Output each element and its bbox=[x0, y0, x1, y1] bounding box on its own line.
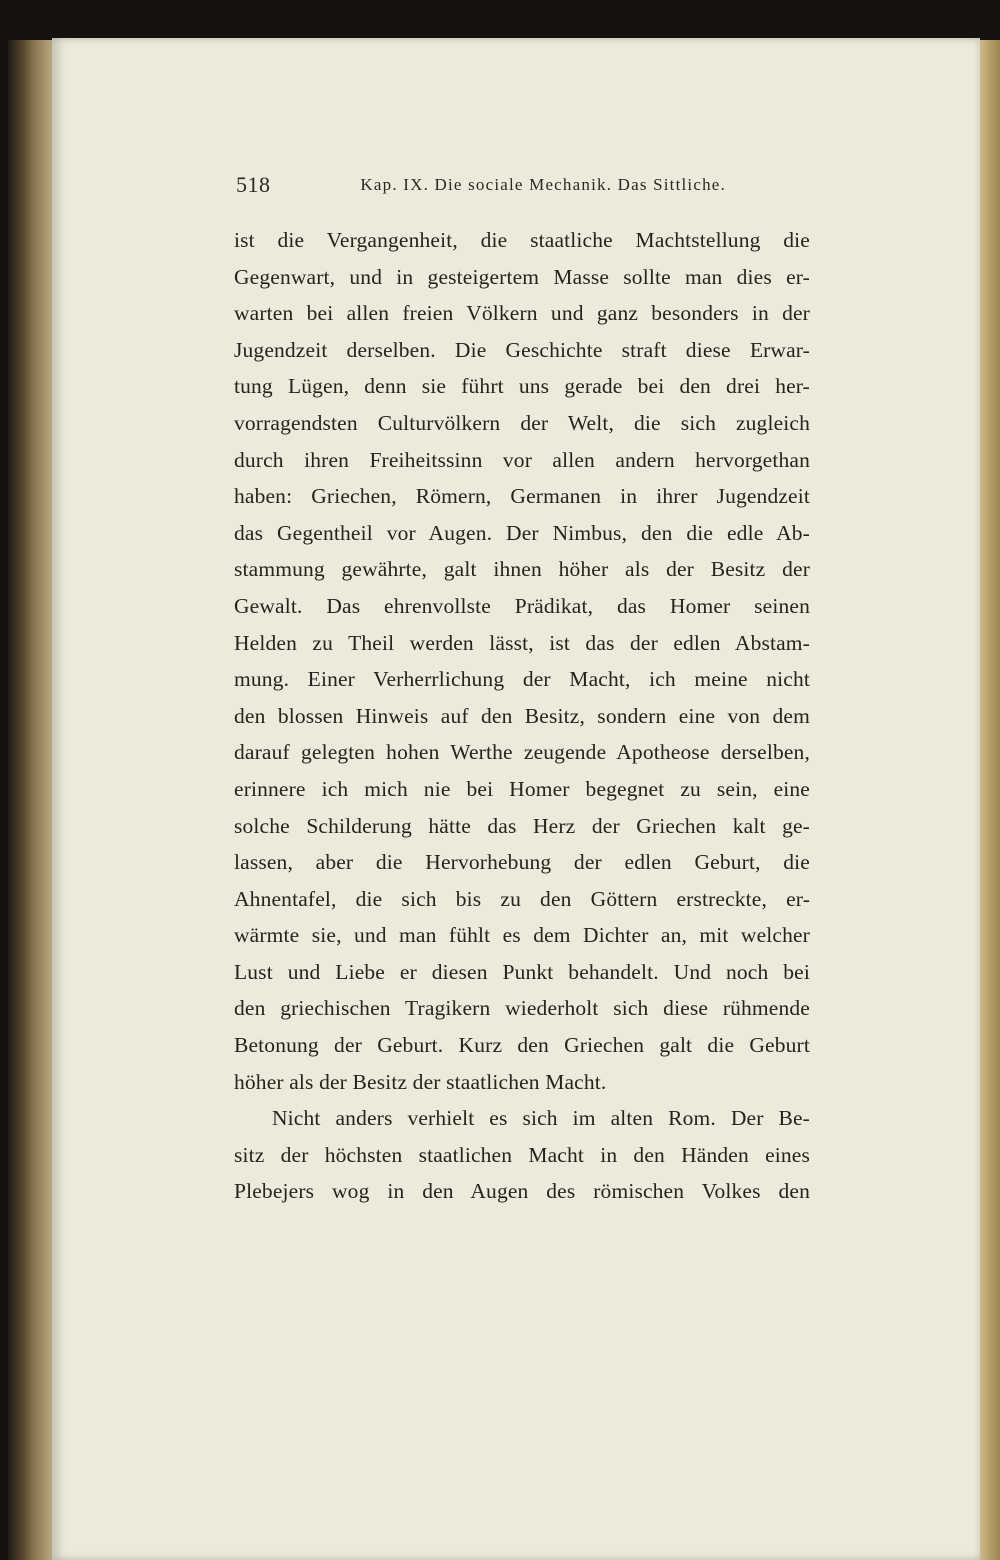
page-header bbox=[236, 172, 726, 202]
text-line: Gewalt. Das ehrenvollste Prädikat, das Homer seinen bbox=[234, 593, 810, 618]
text-line: Jugendzeit derselben. Die Geschichte straft diese Erwar- bbox=[234, 337, 810, 362]
text-line: Gegenwart, und in gesteigertem Masse sollte man dies er- bbox=[234, 264, 810, 289]
text-line: Plebejers wog in den Augen des römischen Volkes den bbox=[234, 1179, 810, 1204]
text-line: Nicht anders verhielt es sich im alten Rom. Der Be- bbox=[272, 1106, 810, 1131]
text-line: darauf gelegten hohen Werthe zeugende Apotheose derselben, bbox=[234, 740, 810, 765]
body-text bbox=[234, 222, 810, 1210]
text-line: Helden zu Theil werden lässt, ist das der edlen Abstam- bbox=[234, 630, 810, 655]
text-line: haben: Griechen, Römern, Germanen in ihrer Jugendzeit bbox=[234, 484, 810, 509]
book-fore-edge-left bbox=[8, 40, 52, 1560]
running-title: Kap. IX. Die sociale Mechanik. Das Sittliche. bbox=[360, 175, 726, 194]
text-line: sitz der höchsten staatlichen Macht in den Händen eines bbox=[234, 1142, 810, 1167]
paragraph-1 bbox=[234, 222, 810, 1100]
text-line: den griechischen Tragikern wiederholt sich diese rühmende bbox=[234, 996, 810, 1021]
text-line: das Gegentheil vor Augen. Der Nimbus, den die edle Ab- bbox=[234, 520, 810, 545]
paragraph-2 bbox=[234, 1100, 810, 1210]
text-line: höher als der Besitz der staatlichen Macht. bbox=[234, 1069, 607, 1094]
text-line: lassen, aber die Hervorhebung der edlen Geburt, die bbox=[234, 850, 810, 875]
text-line: durch ihren Freiheitssinn vor allen andern hervorgethan bbox=[234, 447, 810, 472]
text-line: den blossen Hinweis auf den Besitz, sondern eine von dem bbox=[234, 703, 810, 728]
page-number: 518 bbox=[236, 172, 271, 197]
text-line: vorragendsten Culturvölkern der Welt, die sich zugleich bbox=[234, 410, 810, 435]
text-line: Ahnentafel, die sich bis zu den Göttern erstreckte, er- bbox=[234, 886, 810, 911]
text-line: ist die Vergangenheit, die staatliche Machtstellung die bbox=[234, 228, 810, 252]
text-line: solche Schilderung hätte das Herz der Griechen kalt ge- bbox=[234, 813, 810, 838]
text-line: erinnere ich mich nie bei Homer begegnet zu sein, eine bbox=[234, 776, 810, 801]
text-line: tung Lügen, denn sie führt uns gerade bei den drei her- bbox=[234, 374, 810, 399]
text-line: Lust und Liebe er diesen Punkt behandelt. Und noch bei bbox=[234, 959, 810, 984]
text-line: warten bei allen freien Völkern und ganz besonders in der bbox=[234, 301, 810, 326]
text-line: wärmte sie, und man fühlt es dem Dichter an, mit welcher bbox=[234, 923, 810, 948]
text-line: stammung gewährte, galt ihnen höher als der Besitz der bbox=[234, 557, 810, 582]
text-line: mung. Einer Verherrlichung der Macht, ich meine nicht bbox=[234, 667, 810, 692]
text-line: Betonung der Geburt. Kurz den Griechen galt die Geburt bbox=[234, 1033, 810, 1058]
